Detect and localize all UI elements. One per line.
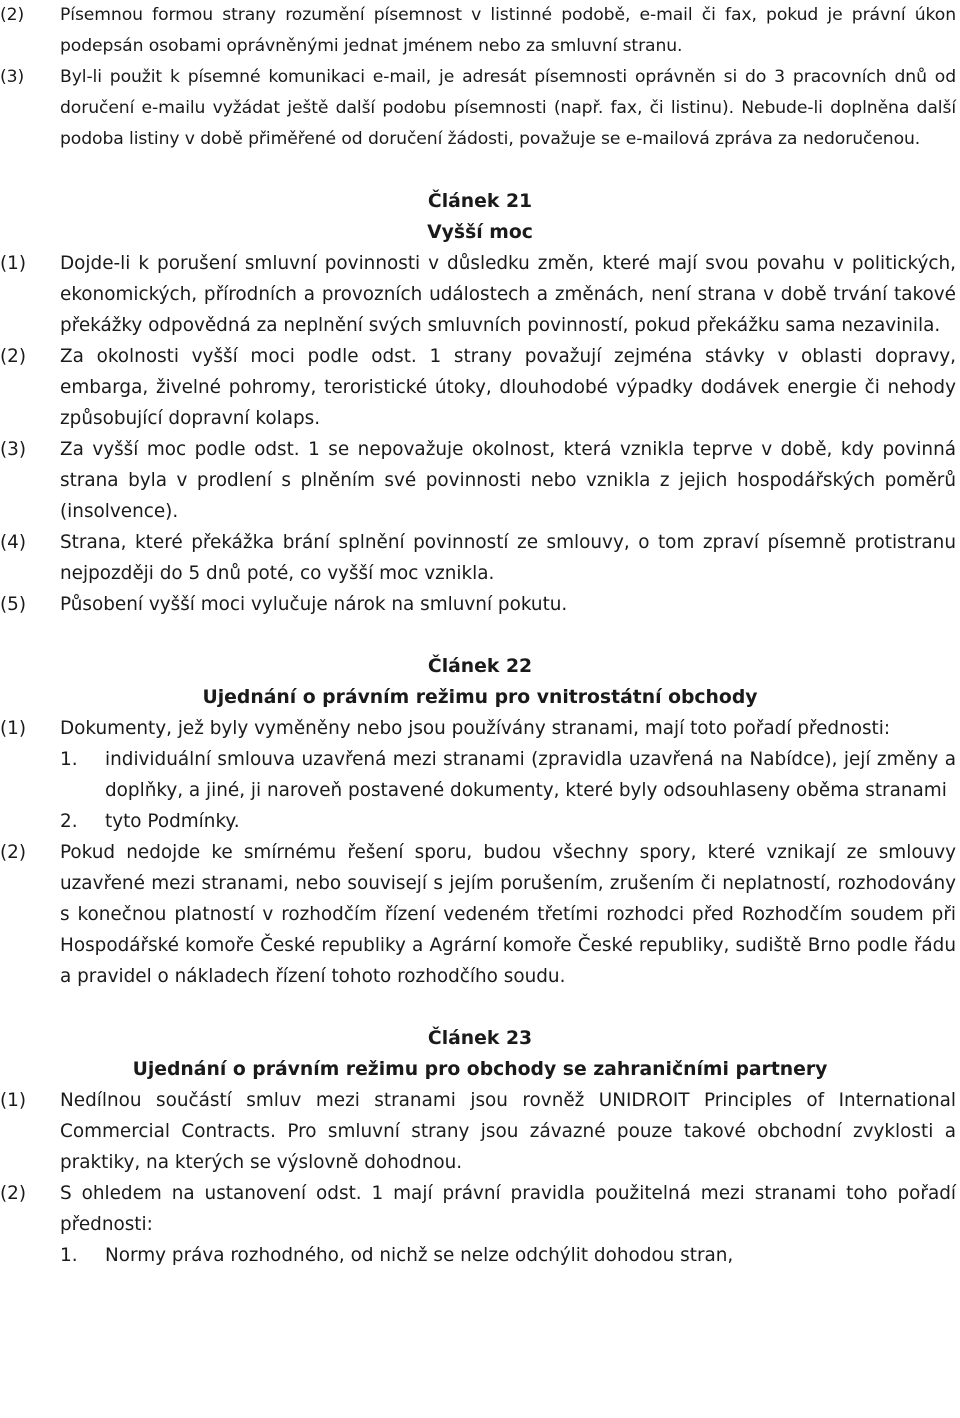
paragraph-number: (2) bbox=[0, 1183, 27, 1204]
paragraph-number: (5) bbox=[0, 594, 27, 615]
article-number: Článek 23 bbox=[427, 1028, 533, 1049]
paragraph-item bbox=[0, 248, 960, 341]
paragraph-text: Pokud nedojde ke smírnému řešení sporu, budou všechny spory, které vznikají ze smlouvy uzavřené mezi stranami, nebo souvisejí s jejím porušením, zrušením či neplatností, rozhodovány s konečnou platností v rozhodčím řízení vedeném třetími rozhodci před Rozhodčím soudem při Hospodářské komoře České republiky a Agrární komoře České republiky, sudiště Brno podle řádu a pravidel o nákladech řízení tohoto rozhodčího soudu. bbox=[60, 842, 956, 987]
section-communication bbox=[0, 0, 960, 155]
paragraph-item bbox=[0, 341, 960, 434]
article-23 bbox=[0, 1023, 960, 1271]
paragraph-text: Strana, které překážka brání splnění povinností ze smlouvy, o tom zpraví písemně protistranu nejpozději do 5 dnů poté, co vyšší moc vznikla. bbox=[60, 532, 956, 584]
paragraph-item bbox=[0, 713, 960, 744]
article-number: Článek 21 bbox=[427, 191, 533, 212]
paragraph-text: Nedílnou součástí smluv mezi stranami jsou rovněž UNIDROIT Principles of International Commercial Contracts. Pro smluvní strany jsou závazné pouze takové obchodní zvyklosti a praktiky, na kterých se výslovně dohodnou. bbox=[60, 1090, 956, 1173]
sub-item-text: individuální smlouva uzavřená mezi stranami (zpravidla uzavřená na Nabídce), její změny a doplňky, a jiné, ji naroveň postavené dokumenty, které byly odsouhlaseny oběma stranami bbox=[105, 749, 956, 801]
paragraph-item bbox=[0, 62, 960, 155]
article-number: Článek 22 bbox=[427, 656, 533, 677]
article-title: Vyšší moc bbox=[427, 222, 533, 243]
sub-item bbox=[0, 1240, 960, 1271]
article-title: Ujednání o právním režimu pro vnitrostátní obchody bbox=[202, 687, 758, 708]
paragraph-number: (1) bbox=[0, 1090, 27, 1111]
paragraph-number: (3) bbox=[0, 439, 27, 460]
paragraph-number: (4) bbox=[0, 532, 27, 553]
paragraph-number: (3) bbox=[0, 67, 25, 87]
sub-item-number: 1. bbox=[60, 1245, 78, 1266]
paragraph-number: (2) bbox=[0, 842, 27, 863]
paragraph-number: (1) bbox=[0, 253, 27, 274]
sub-item bbox=[0, 806, 960, 837]
paragraph-text: Působení vyšší moci vylučuje nárok na smluvní pokutu. bbox=[60, 594, 568, 615]
paragraph-text: S ohledem na ustanovení odst. 1 mají právní pravidla použitelná mezi stranami toho pořadí přednosti: bbox=[60, 1183, 956, 1235]
sub-item-number: 1. bbox=[60, 749, 78, 770]
paragraph-text: Dokumenty, jež byly vyměněny nebo jsou používány stranami, mají toto pořadí přednosti: bbox=[60, 718, 891, 739]
paragraph-text: Dojde-li k porušení smluvní povinnosti v důsledku změn, které mají svou povahu v politických, ekonomických, přírodních a provozních událostech a změnách, není strana v době trvání takové překážky odpovědná za neplnění svých smluvních povinností, pokud překážku sama nezavinila. bbox=[60, 253, 956, 336]
paragraph-item bbox=[0, 527, 960, 589]
paragraph-text: Za vyšší moc podle odst. 1 se nepovažuje okolnost, která vznikla teprve v době, kdy povinná strana byla v prodlení s plněním své povinnosti nebo vznikla z jejich hospodářských poměrů (insolvence). bbox=[60, 439, 956, 522]
paragraph-text: Za okolnosti vyšší moci podle odst. 1 strany považují zejména stávky v oblasti dopravy, embarga, živelné pohromy, teroristické útoky, dlouhodobé výpadky dodávek energie či nehody způsobující dopravní kolaps. bbox=[60, 346, 956, 429]
sub-item-text: tyto Podmínky. bbox=[105, 811, 240, 832]
paragraph-item bbox=[0, 1178, 960, 1240]
article-22 bbox=[0, 651, 960, 992]
sub-item-text: Normy práva rozhodného, od nichž se nelze odchýlit dohodou stran, bbox=[105, 1245, 734, 1266]
sub-item bbox=[0, 744, 960, 806]
paragraph-item bbox=[0, 589, 960, 620]
paragraph-number: (2) bbox=[0, 5, 25, 25]
sub-item-number: 2. bbox=[60, 811, 78, 832]
paragraph-item bbox=[0, 434, 960, 527]
paragraph-item bbox=[0, 0, 960, 62]
paragraph-item bbox=[0, 1085, 960, 1178]
paragraph-text: Písemnou formou strany rozumění písemnost v listinné podobě, e-mail či fax, pokud je právní úkon podepsán osobami oprávněnými jednat jménem nebo za smluvní stranu. bbox=[60, 5, 956, 56]
paragraph-item bbox=[0, 837, 960, 992]
paragraph-text: Byl-li použit k písemné komunikaci e-mail, je adresát písemnosti oprávněn si do 3 pracovních dnů od doručení e-mailu vyžádat ještě další podobu písemnosti (např. fax, či listinu). Nebude-li doplněna další podoba listiny v době přiměřené od doručení žádosti, považuje se e-mailová zpráva za nedoručenou. bbox=[60, 67, 956, 149]
paragraph-number: (2) bbox=[0, 346, 27, 367]
article-title: Ujednání o právním režimu pro obchody se zahraničními partnery bbox=[132, 1059, 828, 1080]
paragraph-number: (1) bbox=[0, 718, 27, 739]
article-21 bbox=[0, 186, 960, 620]
